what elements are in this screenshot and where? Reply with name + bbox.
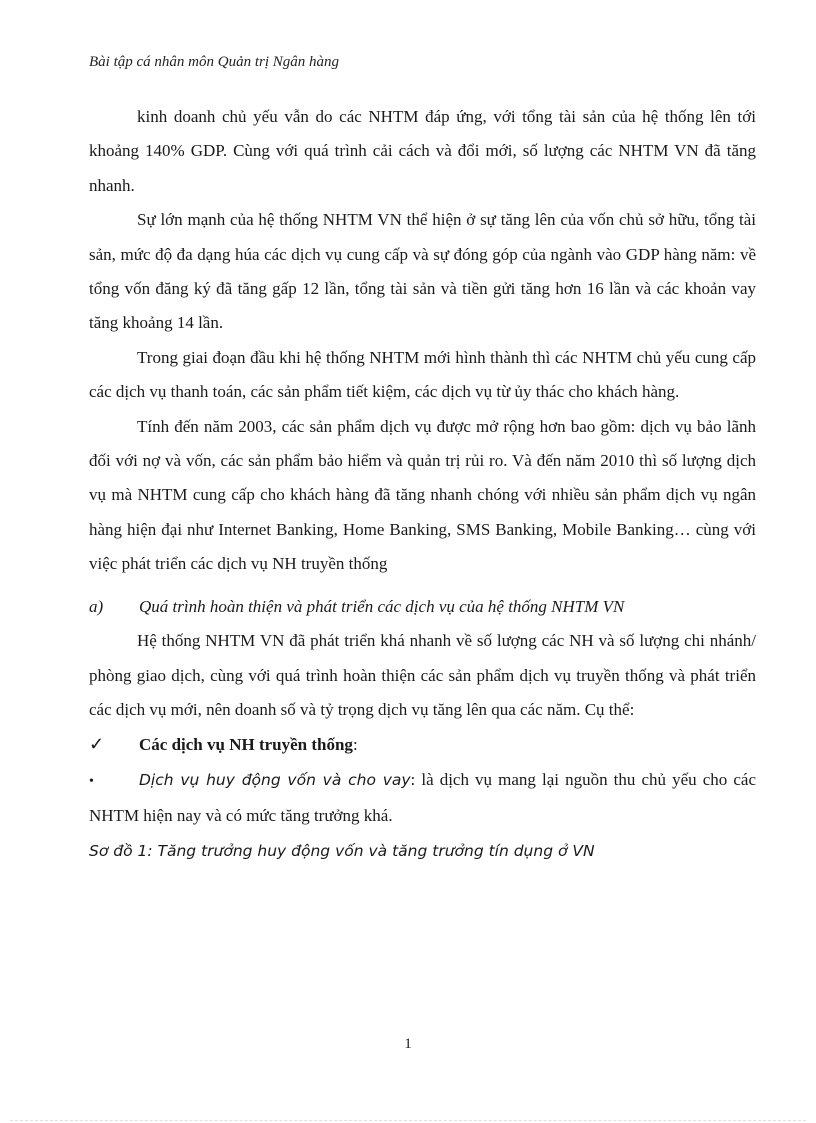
checklist-suffix: : [352,735,358,755]
bullet-item [89,763,756,834]
checklist-title: Các dịch vụ NH truyền thống [139,735,353,755]
bullet-term: Dịch vụ huy động vốn và cho vay [139,770,411,789]
figure-caption: Sơ đồ 1: Tăng trưởng huy động vốn và tăng trưởng tín dụng ở VN [89,841,595,860]
page-header: Bài tập cá nhân môn Quản trị Ngân hàng [89,54,339,70]
bullet-text: : là dịch vụ mang lại nguồn thu chủ yếu cho các NHTM hiện nay và có mức tăng trưởng khá. [89,769,756,826]
body-text [89,100,756,868]
paragraph-2: Sự lớn mạnh của hệ thống NHTM VN thể hiện ở sự tăng lên của vốn chủ sở hữu, tổng tài sản, mức độ đa dạng húa các dịch vụ cung cấp và sự đóng góp của ngành vào GDP hàng năm: về tổng vốn đăng ký đã tăng gấp 12 lần, tổng tài sản và tiền gửi tăng hơn 16 lần và các khoản vay tăng khoảng 14 lần. [89,210,756,333]
section-label: a) [89,596,104,616]
checklist-heading [89,727,756,762]
section-title: Quá trình hoàn thiện và phát triển các dịch vụ của hệ thống NHTM VN [139,596,625,616]
paragraph-4: Tính đến năm 2003, các sản phẩm dịch vụ được mở rộng hơn bao gồm: dịch vụ bảo lãnh đối với nợ và vốn, các sản phẩm bảo hiểm và quản trị rủi ro. Và đến năm 2010 thì số lượng dịch vụ mà NHTM cung cấp cho khách hàng đã tăng nhanh chóng với nhiều sản phẩm dịch vụ ngân hàng hiện đại như Internet Banking, Home Banking, SMS Banking, Mobile Banking… cùng với việc phát triển các dịch vụ NH truyền thống [89,416,756,574]
section-heading-a [89,590,756,624]
checkmark-icon: ✓ [89,734,105,755]
bullet-icon: • [89,773,94,789]
paragraph-5: Hệ thống NHTM VN đã phát triển khá nhanh về số lượng các NH và số lượng chi nhánh/ phòng giao dịch, cùng với quá trình hoàn thiện các sản phẩm dịch vụ truyền thống và phát triển các dịch vụ mới, nên doanh số và tỷ trọng dịch vụ tăng lên qua các năm. Cụ thể: [89,631,756,719]
page-number: 1 [404,1036,412,1052]
page-bottom-divider [10,1120,806,1121]
paragraph-3: Trong giai đoạn đầu khi hệ thống NHTM mới hình thành thì các NHTM chủ yếu cung cấp các dịch vụ thanh toán, các sản phẩm tiết kiệm, các dịch vụ từ ủy thác cho khách hàng. [89,347,756,402]
paragraph-1: kinh doanh chủ yếu vẫn do các NHTM đáp ứng, với tổng tài sản của hệ thống lên tới khoảng 140% GDP. Cùng với quá trình cải cách và đổi mới, số lượng các NHTM VN đã tăng nhanh. [89,107,756,195]
